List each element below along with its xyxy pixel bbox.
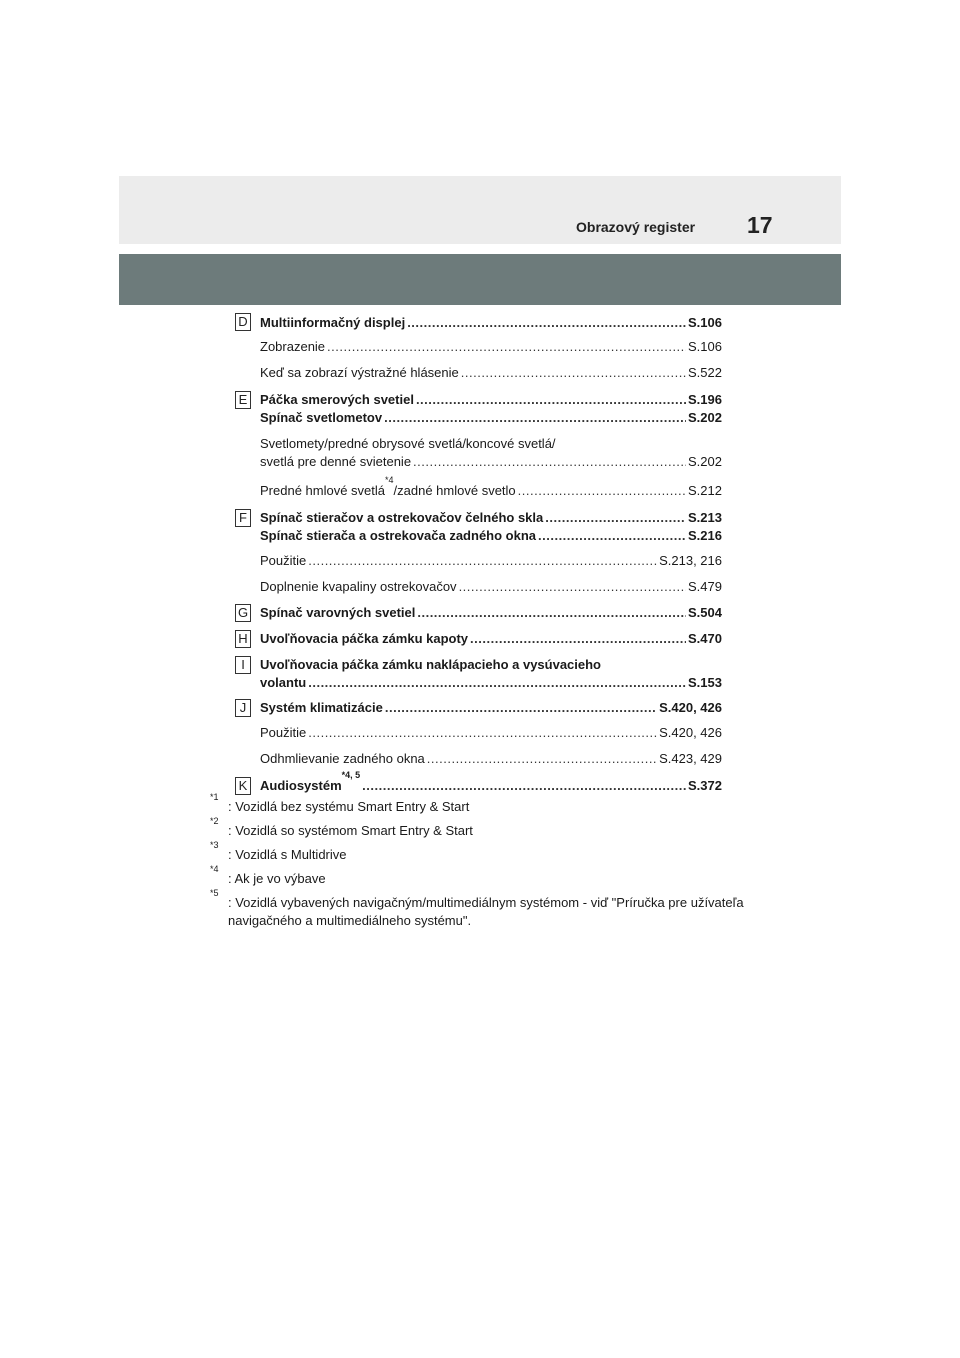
entry-title: Spínač stierača a ostrekovača zadného okna xyxy=(260,528,537,543)
footnote xyxy=(210,864,750,888)
entry-title: svetlá pre denné svietenie xyxy=(260,454,412,469)
entry-page: S.202 xyxy=(688,454,722,469)
entry-title: Systém klimatizácie xyxy=(260,700,383,715)
section-title: Obrazový register xyxy=(576,219,696,235)
entry-page: S.153 xyxy=(688,675,722,690)
entry-title: Multiinformačný displej xyxy=(260,315,406,330)
index-entry[interactable] xyxy=(260,770,722,795)
entry-page: S.202 xyxy=(688,410,722,425)
entry-title-part: Audiosystém xyxy=(260,778,342,793)
footnote xyxy=(210,816,750,840)
footnote-text: : Ak je vo výbave xyxy=(228,871,326,886)
leader-dots xyxy=(327,338,686,356)
leader-dots xyxy=(407,314,686,332)
entry-title: volantu xyxy=(260,675,307,690)
index-subentry[interactable] xyxy=(260,724,722,742)
leader-dots xyxy=(308,724,657,742)
index-subentry[interactable] xyxy=(260,338,722,356)
index-entry[interactable] xyxy=(260,314,722,332)
entry-title xyxy=(260,475,516,500)
index-subentry[interactable] xyxy=(260,750,722,768)
leader-dots xyxy=(545,509,686,527)
entry-title: Spínač varovných svetiel xyxy=(260,605,416,620)
entry-page: S.423, 429 xyxy=(659,751,722,766)
entry-page: S.212 xyxy=(688,483,722,498)
entry-title: Použitie xyxy=(260,553,307,568)
footnote-ref: *4, 5 xyxy=(341,770,361,780)
footnote-mark: *5 xyxy=(210,888,219,898)
leader-dots xyxy=(538,527,686,545)
entry-title: Keď sa zobrazí výstražné hlásenie xyxy=(260,365,459,380)
entry-page: S.106 xyxy=(688,315,722,330)
footnote-text: : Vozidlá s Multidrive xyxy=(228,847,347,862)
footnotes xyxy=(210,792,750,936)
leader-dots xyxy=(362,777,686,795)
footnote xyxy=(210,888,750,930)
leader-dots xyxy=(427,750,657,768)
footnote xyxy=(210,840,750,864)
index-entry[interactable] xyxy=(260,409,722,427)
index-letter-k: K xyxy=(235,777,251,795)
leader-dots xyxy=(518,482,686,500)
index-entry[interactable] xyxy=(260,630,722,648)
leader-dots xyxy=(459,578,686,596)
entry-title: Uvoľňovacia páčka zámku kapoty xyxy=(260,631,469,646)
leader-dots xyxy=(416,391,686,409)
footnote-text: : Vozidlá vybavených navigačným/multimediálnym systémom - viď "Príručka pre užívateľa navigačného a multimediálneho systému". xyxy=(228,895,744,928)
entry-page: S.470 xyxy=(688,631,722,646)
entry-page: S.504 xyxy=(688,605,722,620)
leader-dots xyxy=(385,699,657,717)
leader-dots xyxy=(417,604,686,622)
entry-title: Doplnenie kvapaliny ostrekovačov xyxy=(260,579,457,594)
index-subentry[interactable] xyxy=(260,364,722,382)
index-letter-f: F xyxy=(235,509,251,527)
index-entry[interactable] xyxy=(260,674,722,692)
index-letter-j: J xyxy=(235,699,251,717)
entry-title: Odhmlievanie zadného okna xyxy=(260,751,425,766)
index-entry-line: Uvoľňovacia páčka zámku naklápacieho a vysúvacieho xyxy=(260,657,602,672)
entry-page: S.106 xyxy=(688,339,722,354)
entry-page: S.216 xyxy=(688,528,722,543)
entry-page: S.420, 426 xyxy=(659,725,722,740)
entry-page: S.420, 426 xyxy=(659,700,722,715)
entry-page: S.196 xyxy=(688,392,722,407)
entry-page: S.522 xyxy=(688,365,722,380)
index-entry[interactable] xyxy=(260,509,722,527)
leader-dots xyxy=(461,364,686,382)
footnote-mark: *1 xyxy=(210,792,219,802)
index-subentry-line: Svetlomety/predné obrysové svetlá/koncové svetlá/ xyxy=(260,436,556,451)
entry-page: S.213, 216 xyxy=(659,553,722,568)
index-letter-d: D xyxy=(235,313,251,331)
index-letter-g: G xyxy=(235,604,251,622)
entry-title-part: /zadné hmlové svetlo xyxy=(393,483,516,498)
index-letter-i: I xyxy=(235,656,251,674)
leader-dots xyxy=(384,409,686,427)
entry-title: Spínač svetlometov xyxy=(260,410,383,425)
footnote-ref: *4 xyxy=(385,475,394,485)
entry-page: S.213 xyxy=(688,510,722,525)
index-subentry[interactable] xyxy=(260,578,722,596)
index-letter-h: H xyxy=(235,630,251,648)
footnote-text: : Vozidlá so systémom Smart Entry & Start xyxy=(228,823,473,838)
footnote-mark: *3 xyxy=(210,840,219,850)
footnote-mark: *4 xyxy=(210,864,219,874)
entry-title: Zobrazenie xyxy=(260,339,326,354)
leader-dots xyxy=(413,453,686,471)
leader-dots xyxy=(308,674,686,692)
leader-dots xyxy=(470,630,686,648)
index-entry[interactable] xyxy=(260,391,722,409)
index-subentry[interactable] xyxy=(260,475,722,500)
footnote xyxy=(210,792,750,816)
entry-title: Použitie xyxy=(260,725,307,740)
entry-title-part: Predné hmlové svetlá xyxy=(260,483,386,498)
entry-title: Spínač stieračov a ostrekovačov čelného skla xyxy=(260,510,544,525)
entry-title xyxy=(260,770,361,795)
index-letter-e: E xyxy=(235,391,251,409)
index-subentry[interactable] xyxy=(260,552,722,570)
entry-page: S.479 xyxy=(688,579,722,594)
page-number: 17 xyxy=(747,212,773,238)
footnote-text: : Vozidlá bez systému Smart Entry & Start xyxy=(228,799,470,814)
index-entry[interactable] xyxy=(260,604,722,622)
leader-dots xyxy=(308,552,657,570)
entry-page: S.372 xyxy=(688,778,722,793)
index-entry[interactable] xyxy=(260,699,722,717)
footnote-mark: *2 xyxy=(210,816,219,826)
index-entry[interactable] xyxy=(260,527,722,545)
index-subentry[interactable] xyxy=(260,453,722,471)
entry-title: Páčka smerových svetiel xyxy=(260,392,414,407)
